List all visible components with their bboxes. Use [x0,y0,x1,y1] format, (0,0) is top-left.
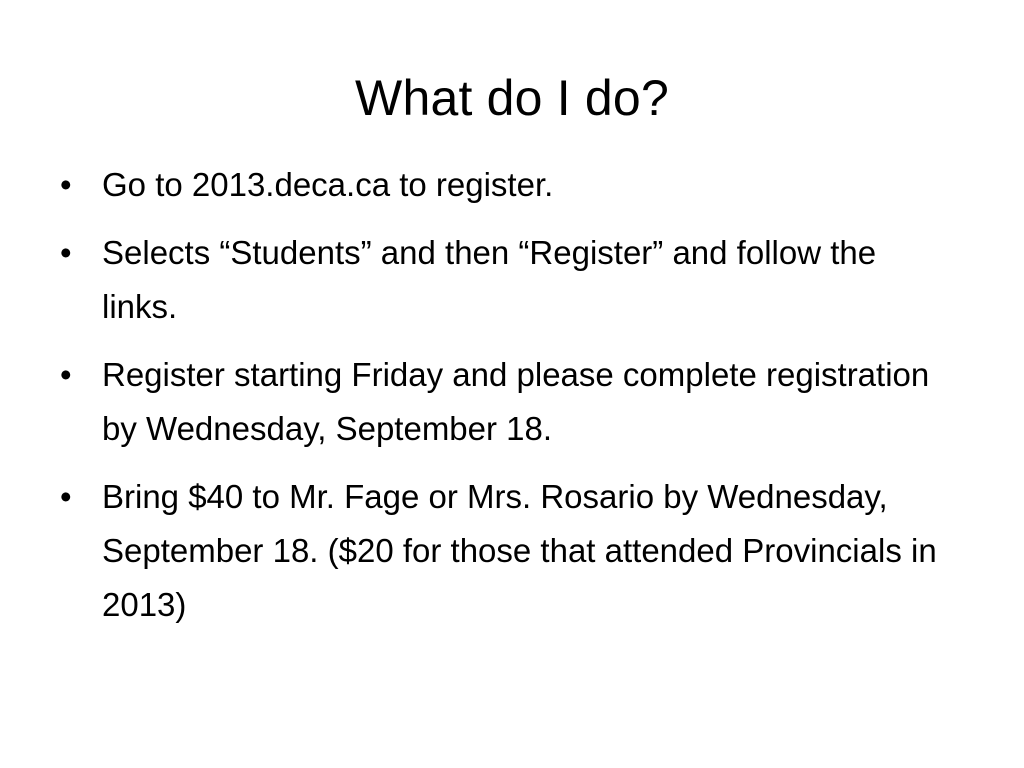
bullet-text: Register starting Friday and please complete registration by Wednesday, September 18. [102,356,930,447]
bullet-icon: • [60,234,72,271]
bullet-text: Bring $40 to Mr. Fage or Mrs. Rosario by Wednesday, September 18. ($20 for those that attended Provincials in 2013) [102,478,937,623]
bullet-text: Go to 2013.deca.ca to register. [102,166,554,203]
bullet-list [60,158,940,646]
bullet-item-select-links [60,226,940,334]
bullet-text: Selects “Students” and then “Register” and follow the links. [102,234,877,325]
bullet-icon: • [60,478,72,515]
bullet-item-register-site [60,158,940,212]
bullet-icon: • [60,166,72,203]
slide-title: What do I do? [355,70,669,126]
bullet-icon: • [60,356,72,393]
bullet-item-payment [60,470,940,632]
bullet-item-registration-deadline [60,348,940,456]
